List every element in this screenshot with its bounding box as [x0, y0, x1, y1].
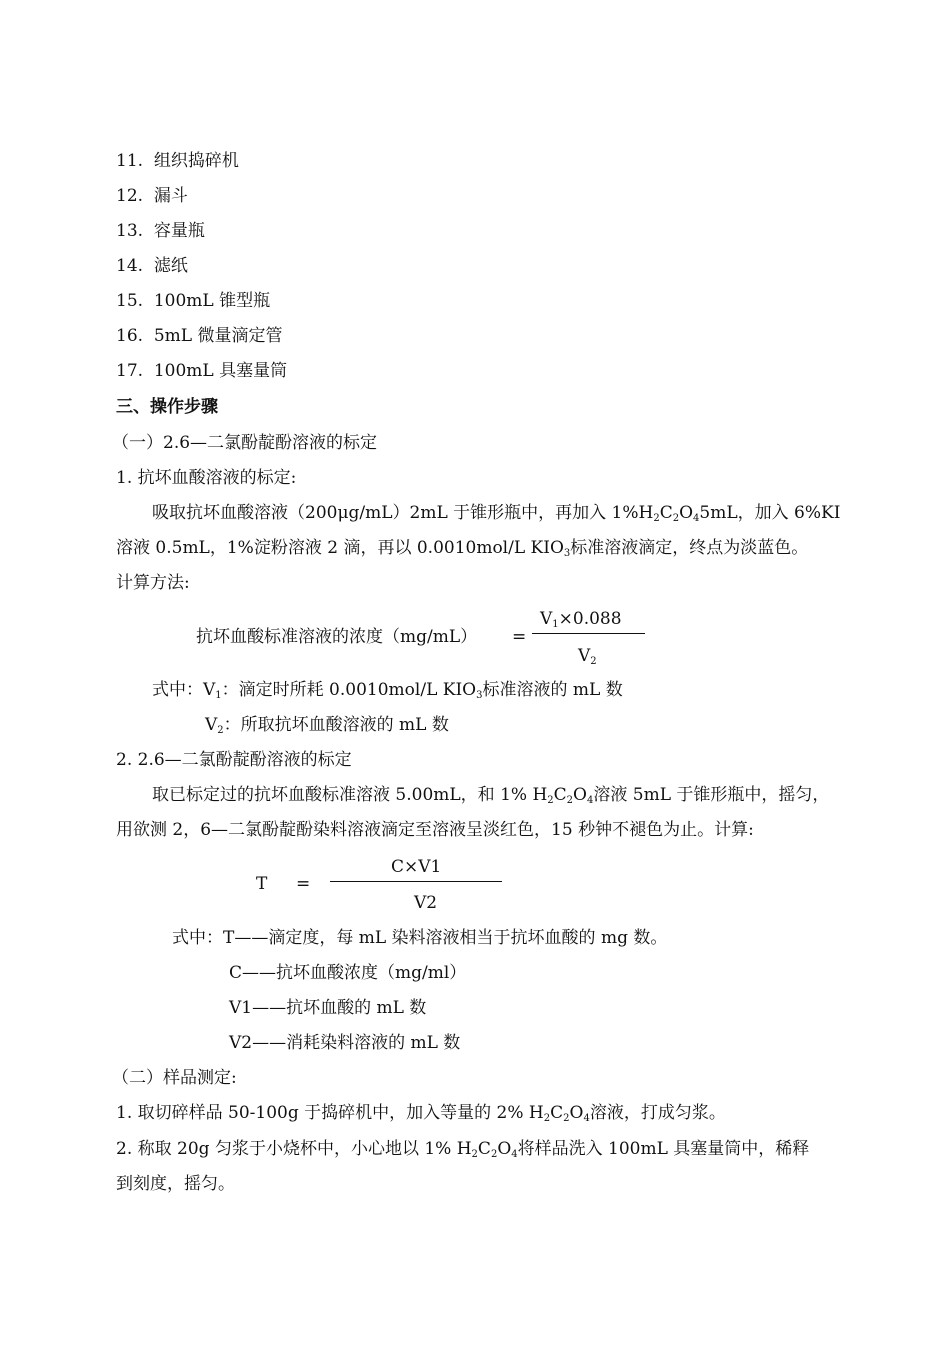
where-line: $V_2$：所取抗坏血酸溶液的 mL 数: [205, 715, 449, 736]
paragraph-line: 取已标定过的抗坏血酸标准溶液 5.00mL，和 1% $H_2C_2O_4$溶液 5mL 于锥形瓶中，摇匀，: [152, 785, 830, 806]
item-number: 15.: [116, 291, 144, 311]
paragraph-line: 溶液 0.5mL，1%淀粉溶液 2 滴，再以 0.0010mol/L $KIO_3$标准溶液滴定，终点为淡蓝色。: [116, 538, 809, 559]
paragraph-line: 用欲测 2，6—二氯酚靛酚染料溶液滴定至溶液呈淡红色，15 秒钟不褪色为止。计算:: [116, 820, 754, 840]
where-line: 式中：$V_1$：滴定时所耗 0.0010mol/L $KIO_3$标准溶液的 mL 数: [152, 680, 623, 701]
item-number: 13.: [116, 221, 144, 241]
equipment-item: [116, 360, 287, 382]
formula-denominator: V2: [414, 893, 438, 913]
equipment-item: [116, 150, 239, 172]
item-text: 100mL 具塞量筒: [153, 361, 288, 381]
equipment-item: [116, 325, 283, 347]
item-text: 容量瓶: [153, 221, 205, 241]
item-text: 5mL 微量滴定管: [153, 326, 283, 346]
formula-lhs: T: [256, 874, 268, 894]
where-line: V1——抗坏血酸的 mL 数: [229, 998, 427, 1018]
item-number: 14.: [116, 256, 144, 276]
where-line: V2——消耗染料溶液的 mL 数: [229, 1033, 461, 1053]
subsection-heading: （二）样品测定:: [112, 1068, 237, 1088]
item-number: 11.: [116, 151, 144, 171]
paragraph-line: 吸取抗坏血酸溶液（200μg/mL）2mL 于锥形瓶中，再加入 $1\%H_2C_2O_45mL$，加入 6%KI: [152, 503, 841, 524]
item-number: 12.: [116, 186, 144, 206]
equipment-item: [116, 220, 205, 242]
equipment-item: [116, 290, 270, 312]
equipment-item: [116, 185, 188, 207]
formula-numerator: $V_1\times 0.088$: [540, 609, 622, 630]
where-line: 式中：T——滴定度，每 mL 染料溶液相当于抗坏血酸的 mg 数。: [172, 928, 668, 948]
item-text: 滤纸: [153, 256, 188, 276]
formula-numerator: C×V1: [391, 857, 442, 877]
formula-equals: =: [512, 627, 527, 647]
where-line: C——抗坏血酸浓度（mg/ml）: [229, 963, 467, 983]
step-title: 1. 抗坏血酸溶液的标定:: [116, 468, 297, 488]
item-number: 16.: [116, 326, 144, 346]
fraction-bar: [330, 881, 502, 882]
fraction-bar: [532, 633, 645, 634]
formula-denominator: $V_2$: [578, 646, 597, 667]
paragraph-line: 到刻度，摇匀。: [116, 1174, 235, 1194]
section-heading: 三、操作步骤: [116, 397, 218, 417]
calc-label: 计算方法:: [116, 573, 190, 593]
equipment-item: [116, 255, 188, 277]
item-number: 17.: [116, 361, 144, 381]
formula-equals: =: [296, 874, 311, 894]
item-text: 漏斗: [153, 186, 188, 206]
formula-lhs: 抗坏血酸标准溶液的浓度（mg/mL）: [196, 627, 478, 647]
paragraph-line: 2. 称取 20g 匀浆于小烧杯中，小心地以 1% $H_2C_2O_4$将样品洗入 100mL 具塞量筒中，稀释: [116, 1139, 810, 1160]
item-text: 组织捣碎机: [153, 151, 239, 171]
item-text: 100mL 锥型瓶: [153, 291, 271, 311]
paragraph-line: 1. 取切碎样品 50-100g 于捣碎机中，加入等量的 2% $H_2C_2O_4$溶液，打成匀浆。: [116, 1103, 726, 1124]
subsection-heading: （一）2.6—二氯酚靛酚溶液的标定: [112, 433, 378, 453]
step-title: 2. 2.6—二氯酚靛酚溶液的标定: [116, 750, 352, 770]
